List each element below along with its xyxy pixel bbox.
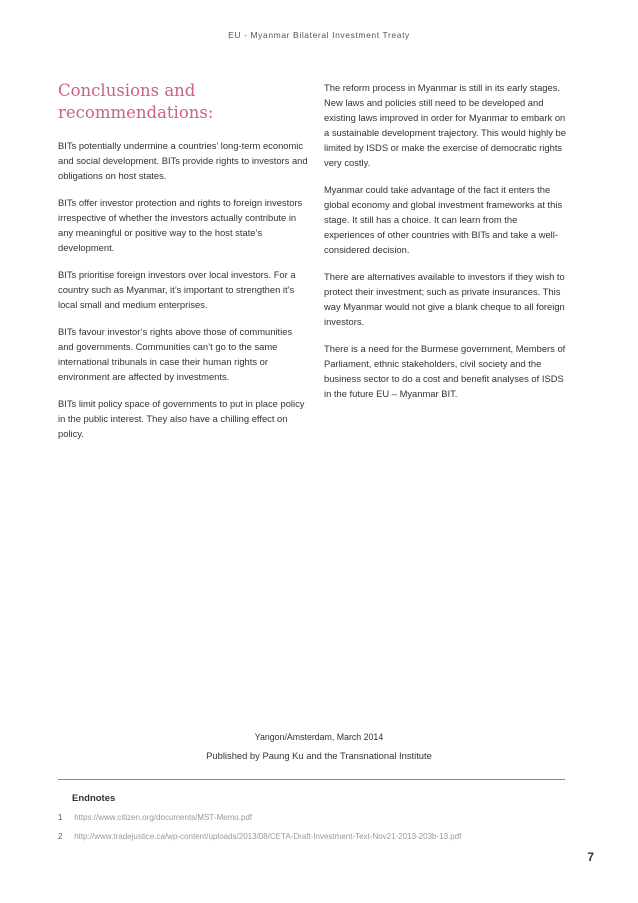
endnotes-divider	[58, 779, 565, 780]
page-number: 7	[587, 850, 594, 864]
heading-line-1: Conclusions and	[58, 81, 196, 100]
running-header: EU - Myanmar Bilateral Investment Treaty	[228, 30, 410, 40]
left-paragraph-1: BITs potentially undermine a countries’ long-term economic and social development. BITs provide rights to investors and obligations on host states.	[58, 140, 308, 181]
left-paragraph-5: BITs limit policy space of governments to put in place policy in the public interest. They also have a chilling effect on policy.	[58, 398, 305, 439]
closing-date-line: Yangon/Amsterdam, March 2014	[254, 732, 384, 742]
left-paragraph-3: BITs prioritise foreign investors over local investors. For a country such as Myanmar, it’s important to strengthen it’s local small and medium enterprises.	[58, 269, 296, 310]
right-paragraph-3: There are alternatives available to investors if they wish to protect their investment; such as private insurances. This way Myanmar would not give a blank cheque to all foreign investors.	[324, 271, 565, 327]
section-heading	[58, 80, 308, 124]
endnote-link[interactable]: https://www.citizen.org/documents/MST-Memo.pdf	[74, 813, 253, 822]
endnote-number: 1	[58, 813, 63, 822]
heading-line-2: recommendations:	[58, 103, 214, 122]
endnote-item	[58, 832, 461, 841]
right-paragraph-1: The reform process in Myanmar is still in its early stages. New laws and policies still need to be developed and existing laws improved in order for Myanmar to embark on a sustainable development trajectory. This would highly be limited by ISDS or make the exercise of democratic rights very costly.	[324, 82, 566, 168]
left-column	[58, 80, 308, 453]
publisher-line: Published by Paung Ku and the Transnational Institute	[206, 750, 432, 761]
endnote-number: 2	[58, 832, 63, 841]
left-paragraph-4: BITs favour investor’s rights above those of communities and governments. Communities can’t go to the same international tribunals in case their human rights or environment are affected by investments.	[58, 326, 293, 382]
endnote-item	[58, 813, 252, 822]
right-paragraph-4: There is a need for the Burmese government, Members of Parliament, ethnic stakeholders, civil society and the business sector to do a cost and benefit analyses of ISDS in the future EU – Myanmar BIT.	[324, 343, 566, 399]
left-paragraph-2: BITs offer investor protection and rights to foreign investors irrespective of whether the investors actually contribute in any meaningful or positive way to the host state’s development.	[58, 197, 303, 253]
right-column	[324, 80, 566, 413]
endnote-link[interactable]: http://www.tradejustice.ca/wp-content/uploads/2013/08/CETA-Draft-Investment-Text-Nov21-2013-203b-13.pdf	[74, 832, 462, 841]
right-paragraph-2: Myanmar could take advantage of the fact it enters the global economy and global investment frameworks at this stage. It still has a choice. It can learn from the experiences of other countries with BITs and take a well-considered decision.	[324, 184, 563, 255]
endnotes-title: Endnotes	[72, 793, 116, 804]
